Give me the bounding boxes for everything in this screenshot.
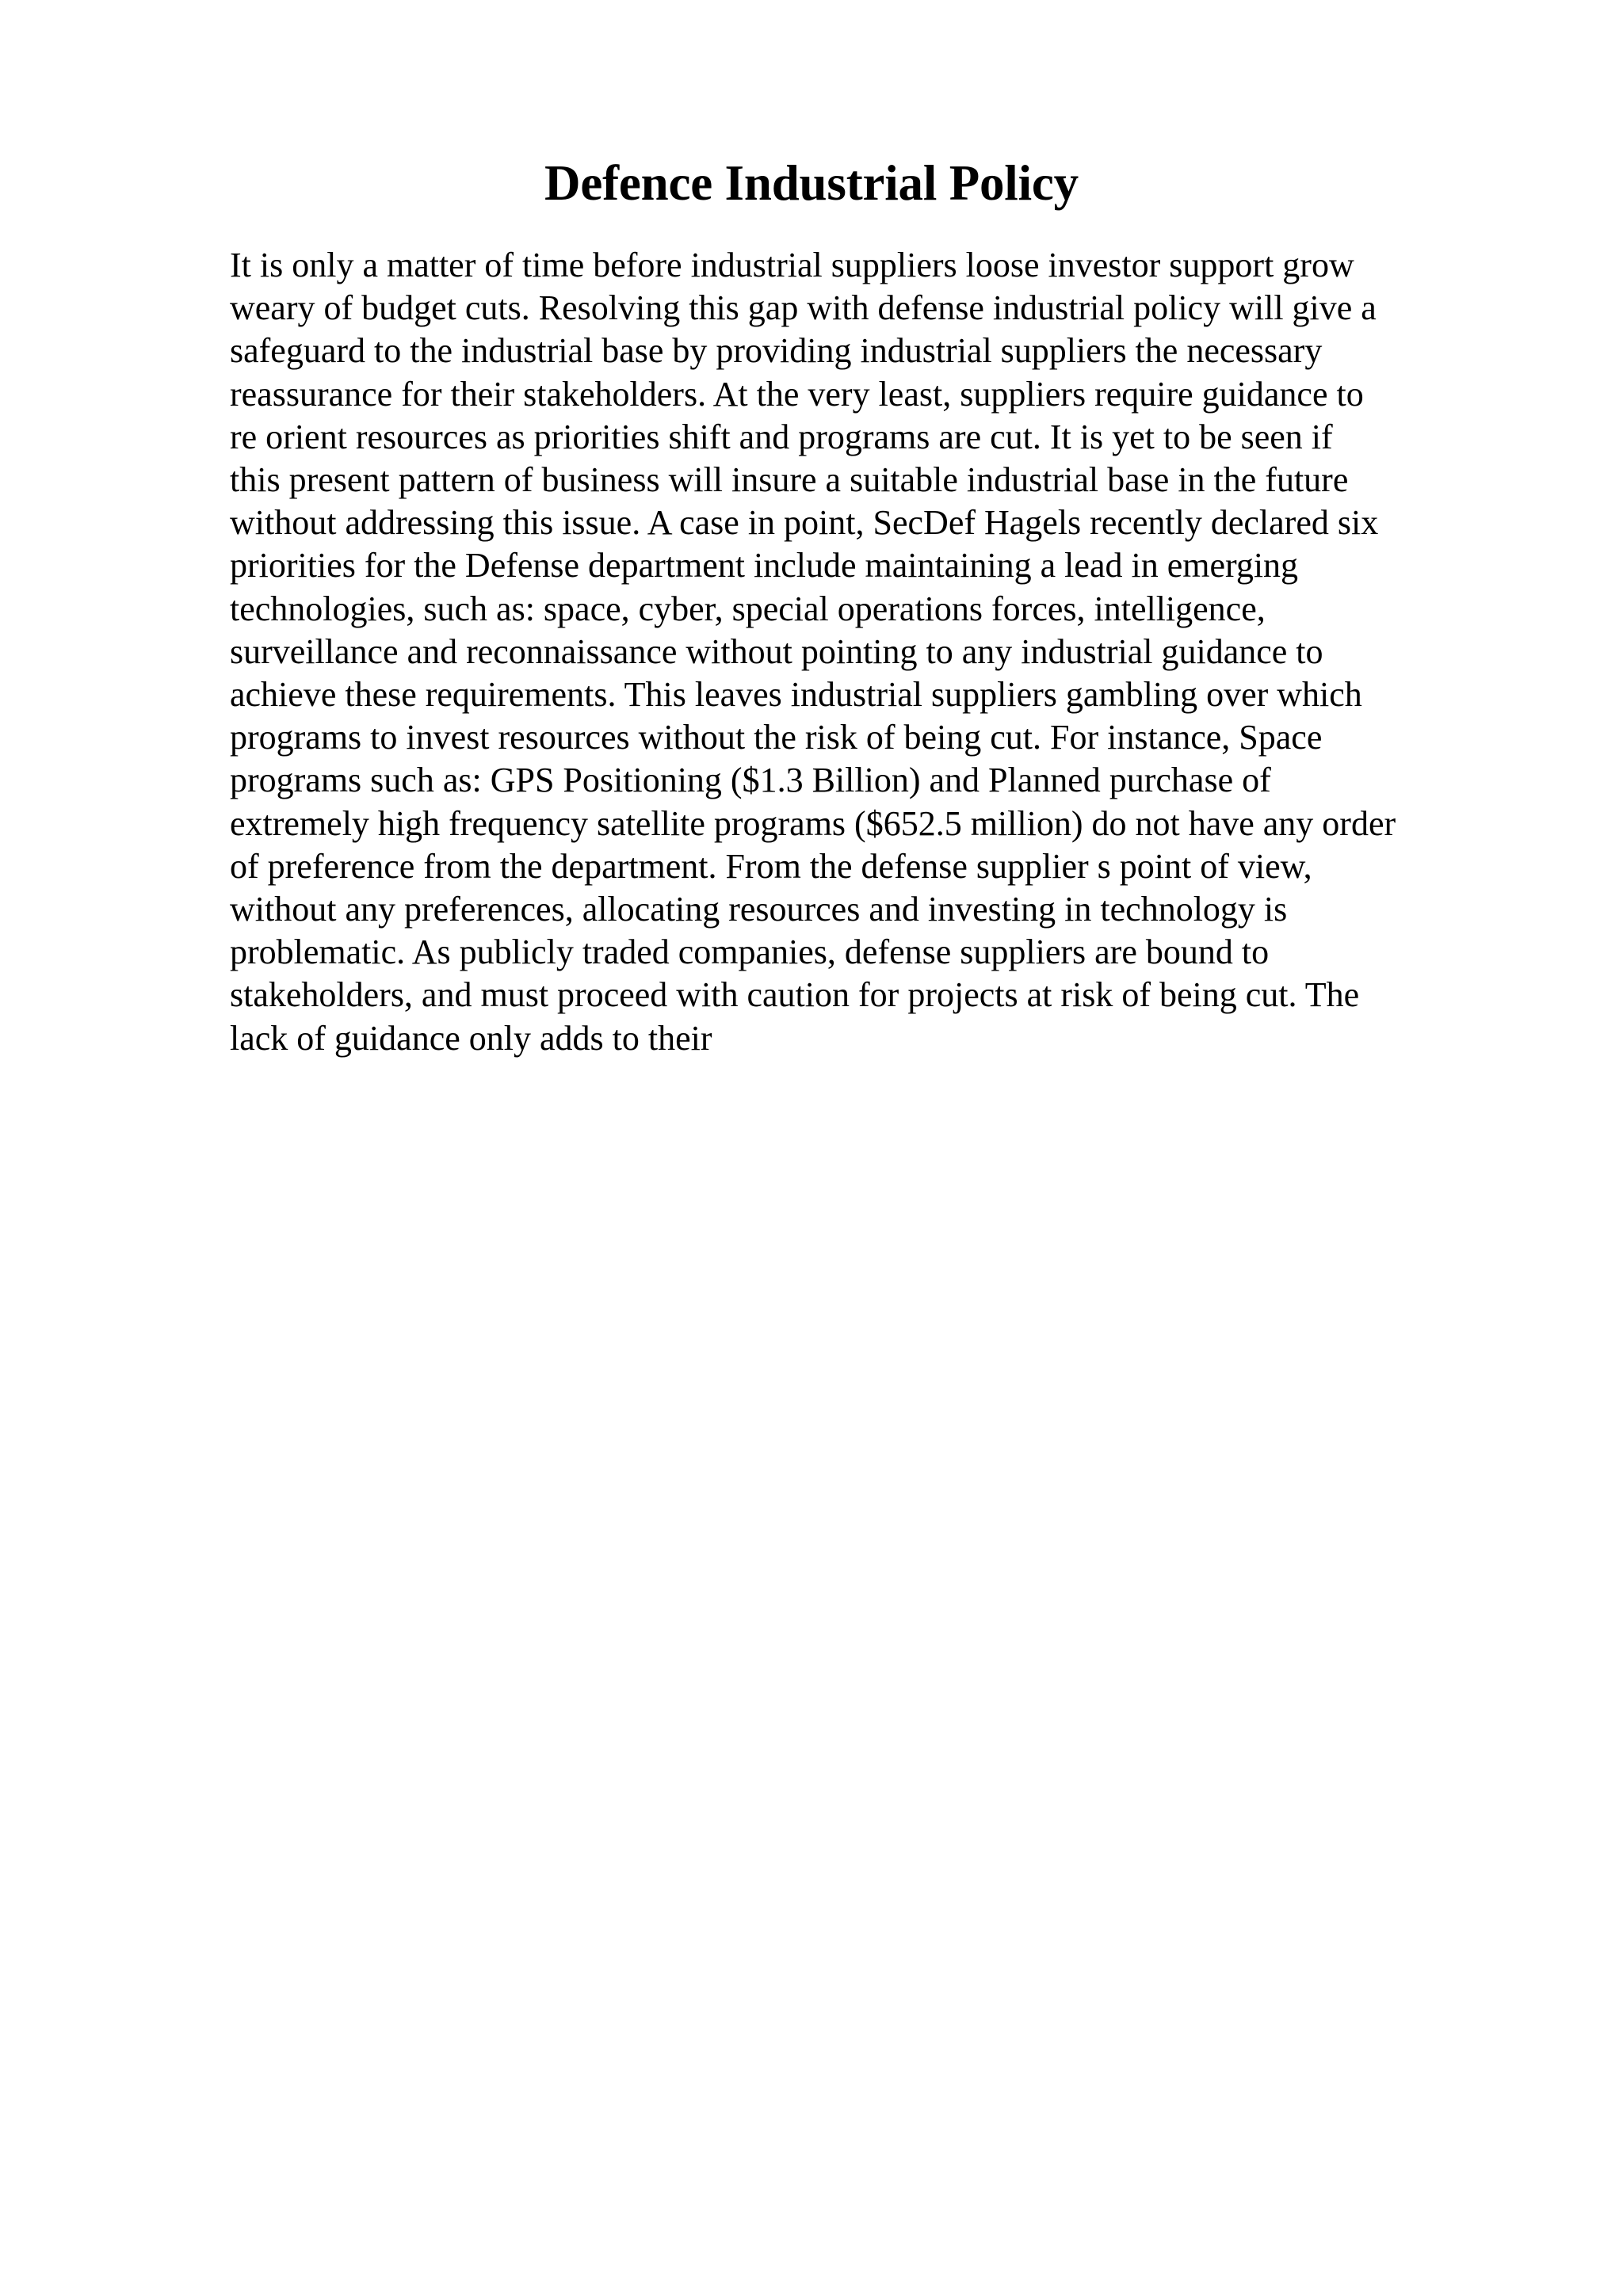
body-line: reassurance for their stakeholders. At the very least, suppliers require guidance to <box>230 374 1364 414</box>
body-line: of preference from the department. From the defense supplier s point of view, <box>230 846 1312 886</box>
body-line: without any preferences, allocating resources and investing in technology is <box>230 890 1288 929</box>
body-line: achieve these requirements. This leaves industrial suppliers gambling over which <box>230 675 1362 715</box>
body-line: re orient resources as priorities shift and programs are cut. It is yet to be seen if <box>230 417 1333 456</box>
body-line: surveillance and reconnaissance without pointing to any industrial guidance to <box>230 631 1323 671</box>
body-line: programs to invest resources without the risk of being cut. For instance, Space <box>230 718 1323 757</box>
body-line: technologies, such as: space, cyber, special operations forces, intelligence, <box>230 589 1266 628</box>
body-line: stakeholders, and must proceed with caution for projects at risk of being cut. The <box>230 975 1360 1015</box>
body-line: problematic. As publicly traded companies, defense suppliers are bound to <box>230 933 1270 972</box>
body-line: extremely high frequency satellite programs ($652.5 million) do not have any order <box>230 803 1396 843</box>
body-line: priorities for the Defense department include maintaining a lead in emerging <box>230 546 1299 585</box>
body-line: this present pattern of business will insure a suitable industrial base in the future <box>230 460 1349 500</box>
document-body <box>230 244 1529 1060</box>
document-title: Defence Industrial Policy <box>544 155 1079 211</box>
body-line: without addressing this issue. A case in point, SecDef Hagels recently declared six <box>230 503 1379 543</box>
body-line: lack of guidance only adds to their <box>230 1018 712 1058</box>
body-line: safeguard to the industrial base by providing industrial suppliers the necessary <box>230 331 1323 371</box>
body-line: programs such as: GPS Positioning ($1.3 Billion) and Planned purchase of <box>230 761 1271 800</box>
body-line: weary of budget cuts. Resolving this gap with defense industrial policy will give a <box>230 288 1377 328</box>
body-line: It is only a matter of time before industrial suppliers loose investor support grow <box>230 246 1354 284</box>
